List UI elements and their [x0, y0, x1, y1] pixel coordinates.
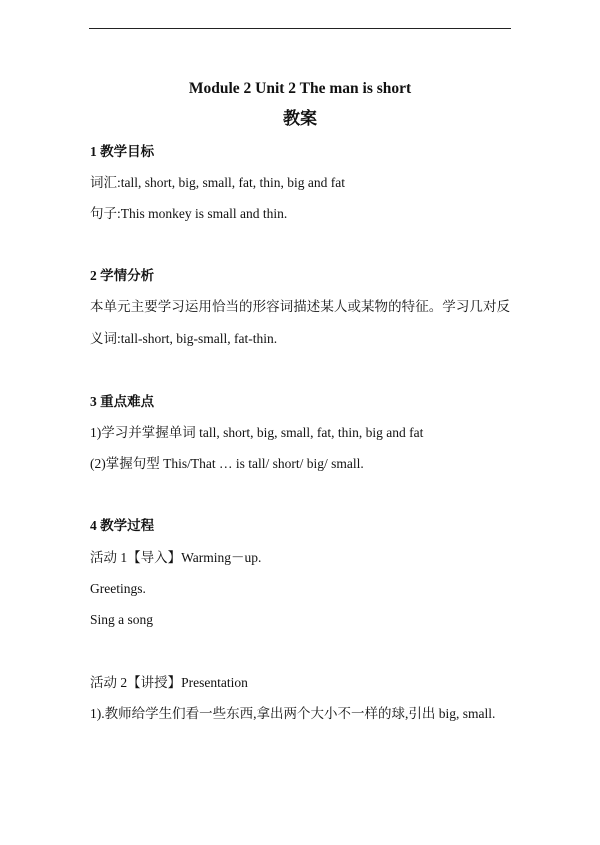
key-point-1: 1)学习并掌握单词 tall, short, big, small, fat, thin, big and fat: [90, 425, 424, 440]
goals-sentence: 句子:This monkey is small and thin.: [90, 206, 288, 221]
section-heading-goals: 1 教学目标: [90, 144, 155, 159]
analysis-text: 本单元主要学习运用恰当的形容词描述某人或某物的特征。学习几对反义词:tall-short, big-small, fat-thin.: [90, 299, 510, 346]
activity-1-greetings: Greetings.: [90, 581, 146, 596]
goals-vocab: 词汇:tall, short, big, small, fat, thin, big and fat: [90, 175, 345, 190]
activity-2-label: 活动 2【讲授】Presentation: [90, 675, 248, 690]
document-subtitle: 教案: [283, 109, 317, 129]
activity-1-label: 活动 1【导入】Warming－up.: [90, 550, 262, 565]
activity-2-step-1: 1).教师给学生们看一些东西,拿出两个大小不一样的球,引出 big, small.: [90, 706, 496, 721]
key-point-2: (2)掌握句型 This/That … is tall/ short/ big/ small.: [90, 456, 364, 471]
section-heading-analysis: 2 学情分析: [90, 268, 155, 283]
header-rule: [89, 28, 511, 29]
activity-1-song: Sing a song: [90, 612, 154, 627]
document-title: Module 2 Unit 2 The man is short: [188, 80, 412, 97]
section-heading-process: 4 教学过程: [90, 518, 155, 533]
section-heading-key-points: 3 重点难点: [90, 394, 155, 409]
